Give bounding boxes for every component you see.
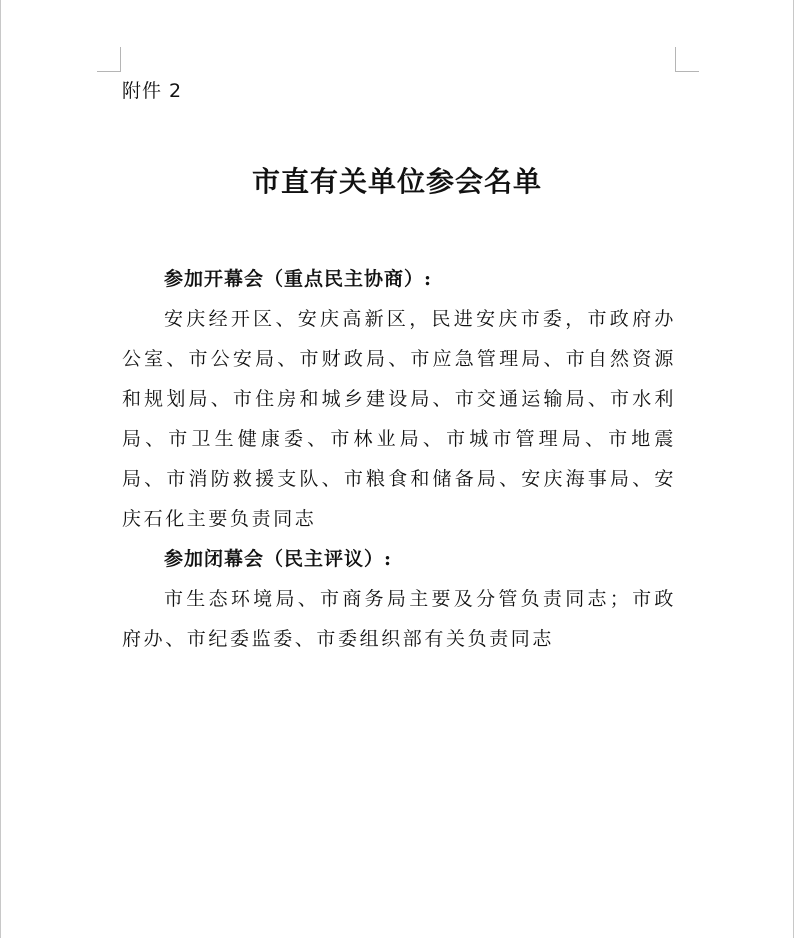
crop-mark-top-right-horizontal [675, 71, 699, 72]
crop-mark-top-right-vertical [675, 47, 676, 72]
document-title: 市直有关单位参会名单 [251, 165, 542, 198]
section-heading-opening: 参加开幕会（重点民主协商）: [164, 268, 433, 290]
page-edge-left [0, 0, 1, 938]
crop-mark-top-left-horizontal [97, 71, 121, 72]
crop-mark-top-left-vertical [120, 47, 121, 72]
document-body [122, 259, 676, 659]
attachment-label: 附件 2 [122, 80, 183, 102]
section-heading-closing: 参加闭幕会（民主评议）: [164, 548, 393, 570]
section-body-opening: 安庆经开区、安庆高新区，民进安庆市委，市政府办公室、市公安局、市财政局、市应急管理局、市自然资源和规划局、市住房和城乡建设局、市交通运输局、市水利局、市卫生健康委、市林业局、市城市管理局、市地震局、市消防救援支队、市粮食和储备局、安庆海事局、安庆石化主要负责同志 [122, 308, 676, 530]
section-body-closing: 市生态环境局、市商务局主要及分管负责同志；市政府办、市纪委监委、市委组织部有关负责同志 [122, 588, 676, 650]
